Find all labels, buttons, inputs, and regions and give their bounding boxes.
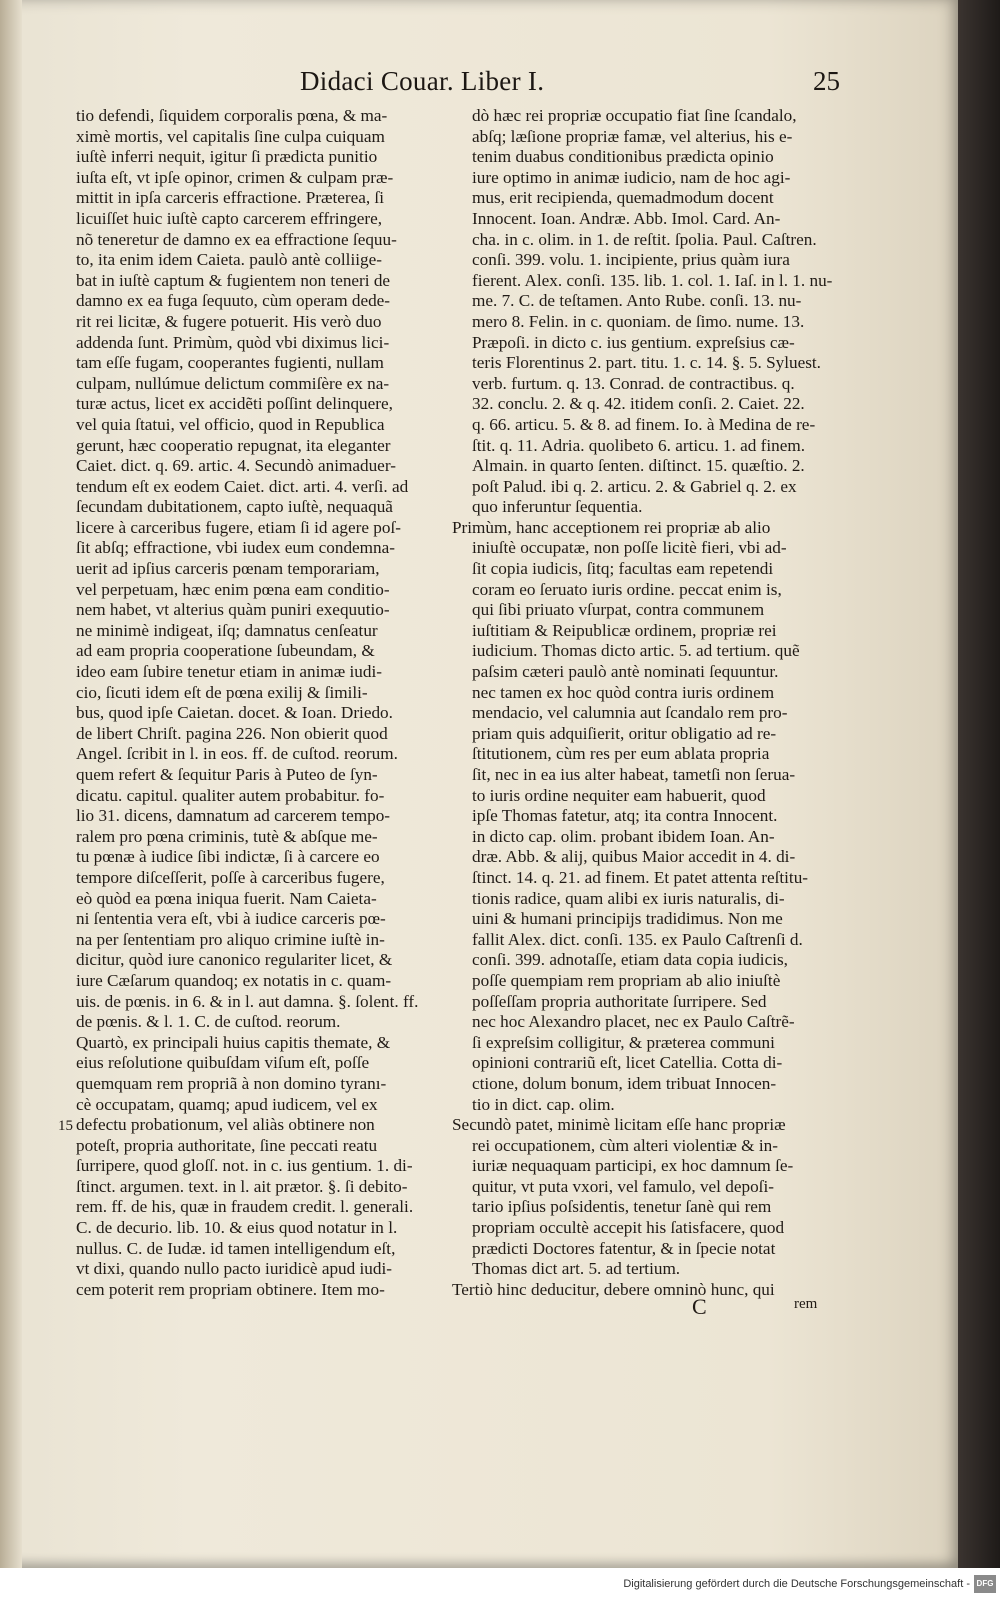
text-line: Præpoſi. in dicto c. ius gentium. expreſsius cæ- — [472, 332, 795, 352]
text-line: propriam occultè accepit his ſatisfacere, quod — [472, 1218, 785, 1238]
text-line: ſit, nec in ea ius alter habeat, tametſi non ſerua- — [472, 765, 796, 784]
text-line: dicatu. capitul. qualiter autem probabitur. fo- — [76, 785, 385, 805]
text-line: ſit copia iudicis, ſitq; facultas eam repetendi — [472, 559, 774, 579]
text-line: nec hoc Alexandro placet, nec ex Paulo Caſtrẽ- — [472, 1012, 795, 1032]
text-line: uini & humani principijs tradidimus. Non me — [472, 909, 783, 929]
page-header — [300, 66, 840, 100]
text-line: bat in iuſtè captum & fugientem non teneri de — [76, 270, 391, 290]
right-text-column — [452, 106, 832, 1300]
text-line: fierent. Alex. conſi. 135. lib. 1. col. 1. Iaſ. in l. 1. nu- — [472, 270, 832, 290]
text-line: gerunt, hæc cooperatio repugnat, ita eleganter — [76, 435, 391, 455]
margin-number: 15 — [58, 1118, 73, 1134]
text-line: uerit ad ipſius carceris pœnam temporariam, — [76, 559, 380, 579]
text-line: licuiſſet huic iuſtè capto carcerem effringere, — [76, 208, 383, 228]
text-line: cè occupatam, quamq; apud iudicem, vel ex — [76, 1094, 378, 1114]
text-line: ſtit. q. 11. Adria. quolibeto 6. articu. 1. ad finem. — [472, 435, 806, 455]
text-line: tio defendi, ſiquidem corporalis pœna, & ma- — [76, 106, 388, 125]
text-line: C. de decurio. lib. 10. & eius quod notatur in l. — [76, 1218, 398, 1238]
text-line: vt dixi, quando nullo pacto iuridicè apud iudi- — [76, 1259, 392, 1279]
text-line: bus, quod ipſe Caietan. docet. & Ioan. Driedo. — [76, 703, 393, 723]
text-line: prædicti Doctores fatentur, & in ſpecie notat — [472, 1238, 776, 1258]
signature-mark: C — [692, 1294, 707, 1319]
text-line: ſit abſq; effractione, vbi iudex eum condemna- — [76, 538, 395, 558]
text-line: Tertiò hinc deducitur, debere omninò hunc, qui — [452, 1279, 775, 1299]
text-line: tam eſſe fugam, cooperantes fugienti, nullam — [76, 353, 384, 373]
text-line: dræ. Abb. & alij, quibus Maior accedit in 4. di- — [472, 847, 796, 867]
text-line: rei occupationem, cùm alteri violentiæ & in- — [472, 1135, 778, 1155]
text-line: quemquam rem propriã à non domino tyranı- — [76, 1073, 387, 1093]
text-line: rem. ff. de his, quæ in fraudem credit. l. generali. — [76, 1197, 414, 1217]
text-line: in dicto cap. olim. probant ibidem Ioan. An- — [472, 826, 775, 846]
text-line: tu pœnæ à iudice ſibi indictæ, ſi à carcere eo — [76, 847, 380, 867]
text-line: nullus. C. de Iudæ. id tamen intelligendum eſt, — [76, 1238, 396, 1258]
text-line: teris Florentinus 2. part. titu. 1. c. 14. §. 5. Syluest. — [472, 353, 821, 373]
dfg-logo: DFG — [974, 1575, 996, 1593]
text-line: iure Cæſarum quandoq; ex notatis in c. quam- — [76, 970, 392, 990]
text-line: ſtinct. 14. q. 21. ad finem. Et patet attenta reſtitu- — [472, 867, 809, 887]
text-line: eius reſolutione quibuſdam viſum eſt, poſſe — [76, 1053, 370, 1073]
text-line: addenda ſunt. Primùm, quòd vbi diximus lici- — [76, 332, 390, 352]
text-line: iniuſtè occupatæ, non poſſe licitè fieri, vbi ad- — [472, 538, 787, 558]
text-line: Angel. ſcribit in l. in eos. ff. de cuſtod. reorum. — [76, 744, 398, 764]
page-edge-shadow — [958, 0, 1000, 1568]
text-line: rit rei licitæ, & fugere potuerit. His verò duo — [76, 311, 382, 331]
text-line: tempore diſceſſerit, poſſe à carceribus fugere, — [76, 867, 385, 887]
text-line: iuſta eſt, vt ipſe opinor, crimen & culpam præ- — [76, 167, 394, 187]
text-line: paſsim cæteri paulò antè nominati ſequuntur. — [472, 662, 779, 682]
text-line: turæ actus, licet ex accidẽti poſſint delinquere, — [76, 394, 393, 414]
text-line: quem refert & ſequitur Paris à Puteo de ſyn- — [76, 765, 378, 784]
text-line: ſtinct. argumen. text. in l. ait prætor. §. ſi debito- — [76, 1176, 408, 1196]
text-line: na per ſententiam pro aliquo crimine iuſtè in- — [76, 929, 385, 949]
text-line: verb. furtum. q. 13. Conrad. de contractibus. q. — [472, 373, 795, 393]
text-line: iuriæ nequaquam participi, ex hoc damnum ſe- — [472, 1156, 794, 1176]
text-line: ipſe Thomas fatetur, atq; ita contra Innocent. — [472, 806, 778, 826]
text-line: tio in dict. cap. olim. — [472, 1094, 615, 1114]
text-line: nõ teneretur de damno ex ea effractione ſequu- — [76, 229, 397, 249]
text-line: to iuris ordine nequiter eam habuerit, quod — [472, 785, 766, 805]
text-line: cem poterit rem propriam obtinere. Item mo- — [76, 1279, 385, 1299]
text-line: tario ipſius poſsidentis, tenetur ſanè qui rem — [472, 1197, 772, 1217]
text-line: cio, ſicuti idem eſt de pœna exilij & ſimili- — [76, 682, 368, 702]
text-line: iure optimo in animæ iudicio, nam de hoc agi- — [472, 167, 791, 187]
text-line: tendum eſt ex eodem Caiet. dict. arti. 4. verſi. ad — [76, 476, 409, 496]
text-line: ad eam propria cooperatione ſubeundam, & — [76, 641, 375, 661]
text-line: poſt Palud. ibi q. 2. articu. 2. & Gabriel q. 2. ex — [472, 476, 797, 496]
text-line: Secundò patet, minimè licitam eſſe hanc propriæ — [452, 1115, 786, 1135]
text-line: ximè mortis, vel capitalis ſine culpa cuiquam — [76, 126, 385, 146]
text-line: Almain. in quarto ſenten. diſtinct. 15. quæſtio. 2. — [472, 456, 805, 476]
text-line: ni ſententia vera eſt, vbi à iudice carceris pœ- — [76, 909, 386, 929]
text-line: tenim duabus conditionibus prædicta opinio — [472, 147, 774, 167]
text-line: me. 7. C. de teſtamen. Anto Rube. conſi. 13. nu- — [472, 291, 802, 311]
text-line: conſi. 399. volu. 1. incipiente, prius quàm iura — [472, 250, 790, 270]
text-line: culpam, nullúmue delictum commiſère ex na- — [76, 373, 390, 393]
text-line: poſſeſſam propria authoritate ſurripere. Sed — [472, 991, 767, 1011]
text-line: nem habet, vt alterius quàm puniri exequutio- — [76, 600, 390, 620]
text-line: ſi expreſsim colligitur, & præterea communi — [472, 1032, 775, 1052]
text-line: damno ex ea fuga ſequuto, cùm operam dede- — [76, 291, 391, 311]
page-gutter — [0, 0, 22, 1568]
text-line: Primùm, hanc acceptionem rei propriæ ab alio — [452, 517, 771, 537]
text-line: de libert Chriſt. pagina 226. Non obierit quod — [76, 723, 388, 743]
text-line: vel perpetuam, hæc enim pœna eam conditio- — [76, 579, 390, 599]
text-line: mittit in ipſa carceris effractione. Præterea, ſi — [76, 188, 384, 208]
text-line: qui ſibi priuato vſurpat, contra communem — [472, 600, 765, 620]
catchword: rem — [794, 1296, 818, 1312]
text-line: abſq; læſione propriæ famæ, vel alterius, his e- — [472, 126, 793, 146]
text-line: iuſtitiam & Reipublicæ ordinem, propriæ rei — [472, 620, 777, 640]
footer-bar — [0, 1568, 1000, 1602]
text-line: to, ita enim idem Caieta. paulò antè colliige- — [76, 250, 382, 270]
text-line: iuſtè inferri nequit, igitur ſi prædicta punitio — [76, 147, 378, 167]
text-line: nec tamen ex hoc quòd contra iuris ordinem — [472, 682, 775, 702]
text-line: quo inferuntur ſequentia. — [472, 497, 643, 517]
text-line: de pœnis. & l. 1. C. de cuſtod. reorum. — [76, 1012, 341, 1032]
text-line: opinioni contrariũ eſt, licet Catellia. Cotta di- — [472, 1053, 783, 1073]
text-line: tionis radice, quam alibi ex iuris naturalis, di- — [472, 888, 785, 908]
text-line: mendacio, vel calumnia aut ſcandalo rem pro- — [472, 703, 788, 723]
text-line: priam quis adquiſierit, oritur obligatio ad re- — [472, 723, 777, 743]
text-line: lio 31. dicens, damnatum ad carcerem tempo- — [76, 806, 391, 826]
text-line: dò hæc rei propriæ occupatio fiat ſine ſcandalo, — [472, 106, 797, 125]
text-line: uis. de pœnis. in 6. & in l. aut damna. §. ſolent. ff. — [76, 991, 419, 1011]
text-line: ſecundam dubitationem, capto iuſtè, nequaquã — [76, 497, 393, 517]
text-line: ideo eam ſubire tenetur etiam in animæ iudi- — [76, 662, 382, 682]
text-line: defectu probationum, vel aliàs obtinere non — [76, 1115, 375, 1135]
running-title: Didaci Couar. Liber I. — [300, 66, 545, 96]
text-line: poſſe quempiam rem propriam ab alio iniuſtè — [472, 970, 781, 990]
text-line: cha. in c. olim. in 1. de reſtit. ſpolia. Paul. Caſtren. — [472, 229, 817, 249]
text-line: vel quia ſtatui, vel officio, quod in Republica — [76, 414, 385, 434]
text-line: Quartò, ex principali huius capitis themate, & — [76, 1032, 391, 1052]
left-text-column — [76, 106, 440, 1300]
text-line: Thomas dict art. 5. ad tertium. — [472, 1259, 681, 1279]
text-line: poteſt, propria authoritate, ſine peccati reatu — [76, 1135, 378, 1155]
text-line: conſi. 399. adnotaſſe, etiam data copia iudicis, — [472, 950, 788, 970]
text-line: ctione, dolum bonum, idem tribuat Innocen- — [472, 1073, 777, 1093]
text-line: ſurripere, quod gloſſ. not. in c. ius gentium. 1. di- — [76, 1156, 413, 1176]
text-line: licere à carceribus fugere, etiam ſi id agere poſ- — [76, 517, 401, 537]
text-line: ne minimè indigeat, iſq; damnatus cenſeatur — [76, 620, 378, 640]
text-line: Caiet. dict. q. 69. artic. 4. Secundò animaduer- — [76, 456, 396, 476]
text-line: mero 8. Felin. in c. quoniam. de ſimo. nume. 13. — [472, 311, 805, 331]
text-line: iudicium. Thomas dicto artic. 5. ad tertium. quẽ — [472, 641, 800, 661]
digitization-credit: Digitalisierung gefördert durch die Deutsche Forschungsgemeinschaft - — [623, 1578, 970, 1590]
text-line: 32. conclu. 2. & q. 42. itidem conſi. 2. Caiet. 22. — [472, 394, 805, 414]
text-line: coram eo ſeruato iuris ordine. peccat enim is, — [472, 579, 782, 599]
text-line: ralem pro pœna criminis, tutè & abſque me- — [76, 826, 378, 846]
text-line: fallit Alex. dict. conſi. 135. ex Paulo Caſtrenſi d. — [472, 929, 803, 949]
text-line: q. 66. articu. 5. & 8. ad finem. Io. à Medina de re- — [472, 414, 816, 434]
text-line: ſtitutionem, cùm res per eum ablata propria — [472, 744, 770, 764]
text-line: mus, erit recipienda, quemadmodum docent — [472, 188, 774, 208]
text-line: Innocent. Ioan. Andræ. Abb. Imol. Card. An- — [472, 208, 781, 228]
text-line: eò quòd ea pœna iniqua fuerit. Nam Caieta- — [76, 888, 377, 908]
text-line: dicitur, quòd iure canonico regulariter licet, & — [76, 950, 393, 970]
page-number: 25 — [813, 66, 840, 96]
text-line: quitur, vt puta vxori, vel famulo, vel depoſi- — [472, 1176, 774, 1196]
